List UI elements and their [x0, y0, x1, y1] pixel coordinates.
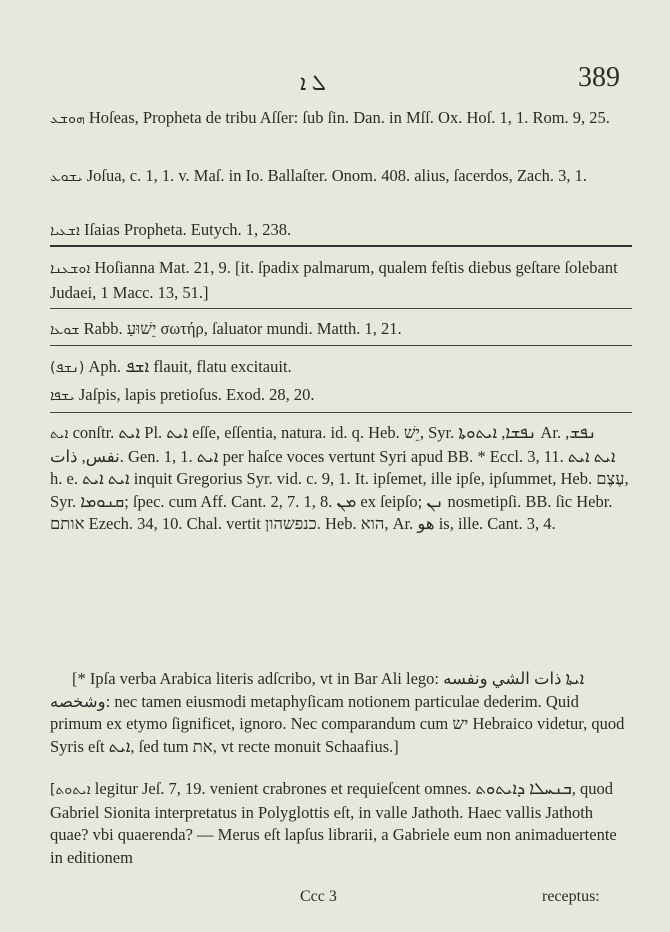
entry-text: Rabb. יֵשׁוּעַ σωτήρ, ſaluator mundi. Matth. 1, 21.	[83, 319, 402, 338]
entry-text: Hoſianna Mat. 21, 9. [it. ſpadix palmarum, qualem feſtis diebus geſtare ſolebant Judaei, 1 Macc. 13, 51.]	[50, 258, 618, 302]
section-rule	[50, 345, 632, 346]
entry-head: ܝܫܘܥ	[50, 169, 83, 185]
entry-text: Joſua, c. 1, 1. v. Maſ. in Io. Ballaſter. Onom. 408. alius, ſacerdos, Zach. 3, 1.	[86, 166, 587, 185]
entry-ith	[50, 422, 630, 536]
note-paragraph	[50, 668, 630, 758]
signature-mark: Ccc 3	[300, 888, 337, 905]
section-rule	[50, 412, 632, 413]
catchword: receptus:	[542, 888, 600, 905]
header-marks: ܠ ܐ	[300, 70, 326, 95]
entry-text: Jaſpis, lapis pretioſus. Exod. 28, 20.	[78, 385, 315, 404]
entry-josua	[50, 164, 630, 189]
entry-nshap	[50, 355, 630, 380]
entry-head: ܐܝܬ	[50, 426, 69, 442]
entry-text: conſtr. ܐܝܬ Pl. ܐܝܬ eſſe, eſſentia, natura. id. q. Heb. יֵשׁ, Syr. ܢܦܫܐ, ܐܝܬܘܬܐ Ar. ܢܦܫ, نفس, ذات. Gen. 1, 1. ܐܝܬ per haſce voces vertunt Syri apud BB. * Eccl. 3, 11. ܐܝܬ ܐܝܬ h. e. ܐܝܬ ܐܝܬ inquit Gregorius Syr. vid. c. 9, 1. It. ipſemet, ille ipſe, ipſummet, Heb. עֶצֶם, Syr. ܩܢܘܡܐ; ſpec. cum Aff. Cant. 2, 7. 1, 8. ܡܢ ex ſeipſo; ܢܢ nosmetipſi. BB. ſic Hebr. אותם Ezech. 34, 10. Chal. vertit כנפשהון. Heb. הוא, Ar. هو is, ille. Cant. 3, 4.	[50, 423, 629, 534]
entry-text: Iſaias Propheta. Eutych. 1, 238.	[84, 220, 292, 239]
entry-head: ܗܘܫܥ	[50, 111, 85, 127]
entry-head: ܐܫܥܝܐ	[50, 223, 80, 239]
entry-hoseas	[50, 106, 630, 131]
entry-text: Aph. ܐܫܦ flauit, flatu excitauit.	[88, 357, 292, 376]
entry-text: [* Ipſa verba Arabica literis adſcribo, vt in Bar Ali lego: ܐܝܬܐ ذات الشي ونفسه وشخصه: nec tamen eiusmodi metaphyſicam notionem particulae dederim. Quid primum ex etymo ſignificet, ignoro. Nec comparandum cum יש Hebraico videtur, quod Syris eſt ܐܝܬ, ſed tum את, vt recte monuit Schaafius.]	[50, 669, 625, 756]
entry-ithuth	[50, 778, 630, 869]
entry-shua	[50, 317, 630, 342]
section-rule	[50, 308, 632, 309]
entry-head: ܝܫܦܐ	[50, 388, 75, 404]
entry-head: ܐܘܫܥܢܐ	[50, 261, 91, 277]
entry-isaias	[50, 218, 630, 243]
entry-head: (ܢܫܦ)	[50, 360, 85, 376]
page-number: 389	[578, 62, 620, 93]
entry-head: [ܐܝܬܘܬ	[50, 782, 91, 798]
entry-text: Hoſeas, Propheta de tribu Aſſer: ſub ſin. Dan. in Mſſ. Ox. Hoſ. 1, 1. Rom. 9, 25.	[88, 108, 610, 127]
entry-text: legitur Jeſ. 7, 19. venient crabrones et requieſcent omnes. ܒܢܚܠܐ ܕܐܝܬܘܬ, quod Gabriel Sionita interpretatus in Polyglottis eſt, in valle Jathoth. Haec vallis Jathoth quae? vbi quaerenda? — Merus eſt lapſus librarii, a Gabriele eum non animaduertente in editionem	[50, 779, 617, 867]
entry-hosianna	[50, 256, 630, 304]
entry-head: ܫܘܥܐ	[50, 322, 80, 338]
entry-jaspis	[50, 383, 630, 408]
section-rule	[50, 245, 632, 247]
